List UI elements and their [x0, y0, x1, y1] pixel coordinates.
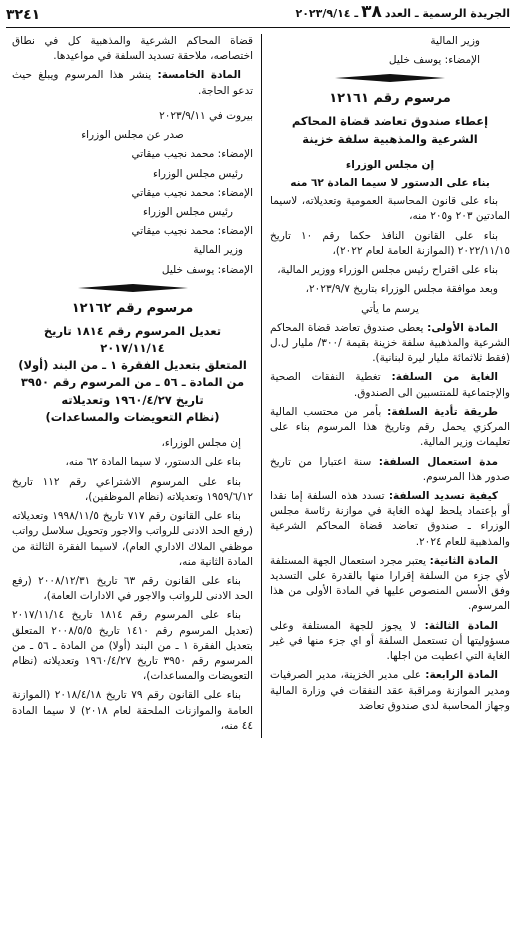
article-3	[270, 619, 510, 665]
article-2	[270, 554, 510, 615]
advance-purpose	[270, 370, 510, 400]
separator-ornament	[270, 74, 510, 82]
article-1-label: المادة الأولى:	[427, 321, 498, 334]
purpose-text: تغطية النفقات الصحية والإجتماعية للمنتسبين الى الصندوق.	[270, 371, 510, 399]
advance-method	[270, 405, 510, 451]
signature-name: الإمضاء: يوسف خليل	[388, 54, 480, 67]
signature-title: وزير المالية	[430, 35, 480, 47]
article-4-text: على مدير الخزينة، مدير الصرفيات ومدير الموازنة ومراقبة عقد النفقات في وزارة المالية وجهاز المحاسبة لدى صندوق تعاضد	[270, 669, 510, 712]
preamble-2-6: بناء على القانون رقم ٧٩ تاريخ ٢٠١٨/٤/١٨ (الموازنة العامة والموازنات الملحقة لعام ٢٠١٨) لا سيما المادة ٤٤ منه،	[12, 689, 253, 732]
issued-by: صدر عن مجلس الوزراء	[81, 129, 184, 142]
decree-2-subject-line-3: من المادة ـ ٥٦ ـ من المرسوم رقم ٣٩٥٠	[20, 375, 245, 390]
preamble-2-2: بناء على المرسوم الاشتراعي رقم ١١٢ تاريخ ١٩٥٩/٦/١٢ وتعديلاته (نظام الموظفين)،	[12, 475, 253, 503]
article-3-label: المادة الثالثة:	[424, 619, 498, 632]
preamble-2-4: بناء على القانون رقم ٦٣ تاريخ ٢٠٠٨/١٢/٣١ (رفع الحد الادنى للرواتب والاجور في الادارات العامة)،	[12, 574, 253, 603]
journal-name: الجريدة الرسمية ـ العدد	[384, 7, 510, 21]
preamble-2-5: بناء على المرسوم رقم ١٨١٤ تاريخ ٢٠١٧/١١/١٤ (تعديل المرسوم رقم ١٤١٠ تاريخ ٢٠٠٨/٥/٥ المتعلق بتعديل الفقرة ١ ـ من البند (أولا) من المادة ـ ٥٦ ـ من المرسوم رقم ٣٩٥٠ تاريخ ١٩٦٠/٤/٢٧ وتعديلاته (نظام التعويضات والمساعدات)،	[12, 609, 253, 683]
preamble-2: بناء على القانون النافذ حكما رقم ١٠ تاريخ ٢٠٢٢/١١/١٥ (الموازنة العامة لعام ٢٠٢٢)،	[270, 229, 510, 257]
decree-2-subject-line-1: تعديل المرسوم رقم ١٨١٤ تاريخ ٢٠١٧/١١/١٤	[43, 323, 222, 355]
pm-signature-2: الإمضاء: محمد نجيب ميقاتي	[131, 225, 253, 238]
preamble-3: بناء على اقتراح رئيس مجلس الوزراء ووزير المالية،	[277, 264, 498, 277]
decree-clause: يرسم ما يأتي	[361, 302, 419, 315]
decree-2-title: مرسوم رقم ١٢١٦٢	[71, 300, 194, 316]
issue-number: ٣٨	[361, 2, 382, 23]
article-2-text: يعتبر مجرد استعمال الجهة المستلفة لأي جزء من السلفة إقرارا منها بالقدرة على التسديد وفق الأسس المنصوص عليها في المادة الأولى من هذا المرسوم.	[270, 554, 510, 613]
page-number: ٣٢٤١	[6, 6, 41, 23]
article-1	[270, 321, 510, 367]
issue-date: ـ ٢٠٢٣/٩/١٤	[295, 7, 359, 21]
article-3-text: لا يجوز للجهة المستلفة وعلى مسؤوليتها أن تستعمل السلفة أو اي جزء منها في غير الغاية التي اعطيت من اجلها.	[270, 619, 510, 663]
finance-minister-signature: الإمضاء: يوسف خليل	[161, 263, 253, 276]
article-5-label: المادة الخامسة:	[157, 69, 242, 82]
purpose-label: الغاية من السلفة:	[391, 371, 498, 384]
preamble-2-3: بناء على القانون رقم ٧١٧ تاريخ ١٩٩٨/١١/٥ وتعديلاته (رفع الحد الادنى للرواتب والاجور وتحويل سلاسل رواتب موظفي الملاك الاداري العام)، لاسيما الفقرة الثالثة من المادة الثانية منه،	[12, 510, 253, 568]
article-4-label: المادة الرابعة:	[425, 669, 498, 682]
article-4-continuation: قضاة المحاكم الشرعية والمذهبية كل في نطاق اختصاصه، ملاحقة تسديد السلفة في مواعيدها.	[12, 35, 253, 63]
article-5	[12, 68, 253, 98]
decree-2-subject-line-4: تاريخ ١٩٦٠/٤/٢٧ وتعديلاته	[61, 392, 204, 407]
page-header	[6, 2, 510, 28]
columns	[6, 34, 510, 738]
duration-text: سنة اعتبارا من تاريخ صدور هذا المرسوم.	[270, 455, 510, 483]
decree-subject: إعطاء صندوق تعاضد قضاة المحاكم الشرعية والمذهبية سلفة خزينة	[291, 114, 489, 146]
decree-2-subject-line-2: المتعلق بتعديل الفقرة ١ ـ من البند (أولا)	[18, 358, 247, 373]
preamble-4: وبعد موافقة مجلس الوزراء بتاريخ ٢٠٢٣/٩/٧،	[305, 283, 498, 296]
article-5-text: ينشر هذا المرسوم ويبلغ حيث تدعو الحاجة.	[12, 69, 253, 97]
constitutional-basis: بناء على الدستور لا سيما المادة ٦٢ منه	[290, 177, 490, 189]
issuer: إن مجلس الوزراء	[345, 158, 435, 171]
repayment-text: تسدد هذه السلفة إما نقدا أو بإعتماد يلحظ لهذه الغاية في موازنة رئاسة مجلس الوزراء ـ صندوق تعاضد قضاة المحاكم الشرعية والمذهبية للعام ٢٠٢٤.	[270, 489, 510, 548]
article-1-text: يعطى صندوق تعاضد قضاة المحاكم الشرعية والمذهبية سلفة خزينة بقيمة /٣٠٠/ مليار ل.ل (فقط ثلاثمائة مليار ليرة لبنانية).	[270, 321, 510, 365]
repayment-label: كيفية تسديد السلفة:	[388, 489, 498, 502]
issuer-2: إن مجلس الوزراء،	[161, 437, 241, 450]
issued-by-signature: الإمضاء: محمد نجيب ميقاتي	[131, 148, 253, 161]
place-date: بيروت في ٢٠٢٣/٩/١١	[159, 109, 253, 122]
left-column	[12, 34, 261, 738]
preamble-2-1: بناء على الدستور، لا سيما المادة ٦٢ منه،	[65, 456, 241, 469]
pm-title-2: رئيس مجلس الوزراء	[142, 205, 233, 218]
journal-header	[295, 0, 510, 25]
pm-title-1: رئيس مجلس الوزراء	[152, 167, 243, 180]
article-2-label: المادة الثانية:	[429, 554, 498, 567]
preamble-1: بناء على قانون المحاسبة العمومية وتعديلاته، لاسيما المادتين ٢٠٣ و٢٠٥ منه،	[270, 195, 510, 223]
pm-signature-1: الإمضاء: محمد نجيب ميقاتي	[131, 186, 253, 199]
advance-duration	[270, 455, 510, 485]
separator-ornament-2	[12, 284, 253, 292]
decree-title: مرسوم رقم ١٢١٦١	[329, 91, 451, 107]
article-4	[270, 668, 510, 714]
finance-minister-title: وزير المالية	[193, 244, 243, 257]
decree-2-subject-line-5: (نظام التعويضات والمساعدات)	[45, 409, 220, 424]
right-column	[261, 34, 510, 738]
advance-repayment	[270, 489, 510, 550]
method-label: طريقة تأدية السلفة:	[387, 405, 498, 418]
method-text: بأمر من محتسب المالية المركزي يحمل رقم وتاريخ هذا المرسوم بناء على تعليمات وزير المالية.	[270, 405, 510, 449]
duration-label: مدة استعمال السلفة:	[378, 455, 498, 468]
